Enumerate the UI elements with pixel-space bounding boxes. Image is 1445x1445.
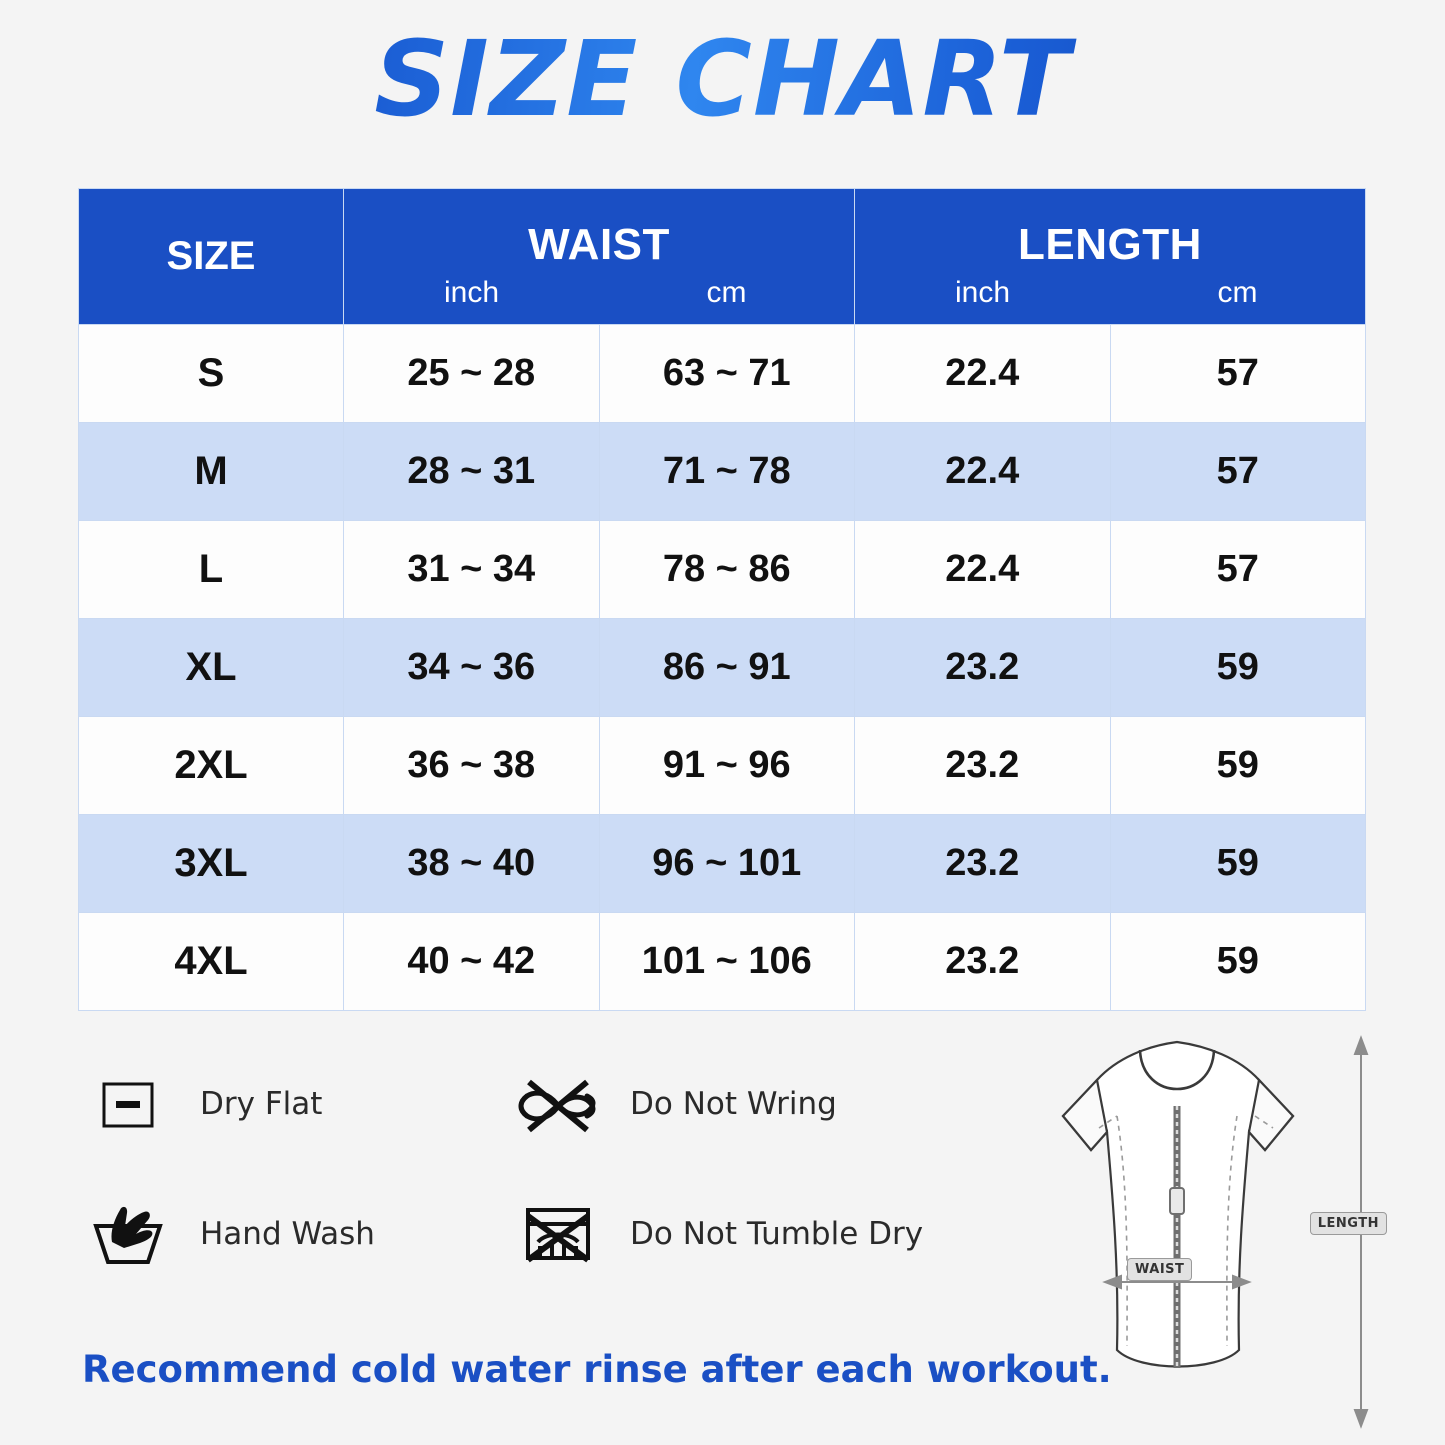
- column-header-length-label: LENGTH: [1018, 219, 1202, 269]
- care-item-hand-wash: [82, 1192, 512, 1276]
- care-label-dry-flat: Dry Flat: [200, 1086, 323, 1122]
- length-measure-tag: LENGTH: [1310, 1212, 1387, 1235]
- cell-length-cm: 57: [1110, 521, 1366, 619]
- care-row-2: [82, 1192, 962, 1276]
- cell-length-cm: 59: [1110, 717, 1366, 815]
- cell-size: 4XL: [79, 913, 344, 1011]
- care-row-1: [82, 1062, 962, 1146]
- cell-size: XL: [79, 619, 344, 717]
- column-header-length-units: [855, 276, 1365, 310]
- table-row: [79, 325, 1366, 423]
- cell-size: 2XL: [79, 717, 344, 815]
- cell-waist-inch: 40 ~ 42: [344, 913, 600, 1011]
- cell-size: S: [79, 325, 344, 423]
- cell-waist-inch: 36 ~ 38: [344, 717, 600, 815]
- do-not-wring-icon: [512, 1062, 604, 1146]
- column-header-length-unit-inch: inch: [954, 275, 1011, 309]
- recommendation-text: Recommend cold water rinse after each workout.: [82, 1348, 1112, 1391]
- dry-flat-icon: [82, 1062, 174, 1146]
- column-header-waist-unit-inch: inch: [443, 275, 500, 309]
- page-title: SIZE CHART: [0, 18, 1445, 140]
- cell-waist-cm: 91 ~ 96: [599, 717, 855, 815]
- cell-waist-cm: 71 ~ 78: [599, 423, 855, 521]
- column-header-waist-label: WAIST: [528, 219, 670, 269]
- cell-size: M: [79, 423, 344, 521]
- table-row: [79, 717, 1366, 815]
- column-header-length: [855, 189, 1366, 325]
- table-header-row: [79, 189, 1366, 325]
- cell-size: L: [79, 521, 344, 619]
- table-row: [79, 619, 1366, 717]
- hand-wash-icon: [82, 1192, 174, 1276]
- care-item-dry-flat: [82, 1062, 512, 1146]
- do-not-tumble-dry-icon: [512, 1192, 604, 1276]
- waist-measure-tag: WAIST: [1127, 1258, 1192, 1281]
- cell-length-inch: 23.2: [855, 717, 1111, 815]
- cell-length-inch: 23.2: [855, 913, 1111, 1011]
- table-body: [79, 325, 1366, 1011]
- cell-waist-cm: 101 ~ 106: [599, 913, 855, 1011]
- cell-waist-cm: 78 ~ 86: [599, 521, 855, 619]
- cell-waist-inch: 34 ~ 36: [344, 619, 600, 717]
- cell-length-inch: 22.4: [855, 325, 1111, 423]
- care-item-do-not-tumble-dry: [512, 1192, 942, 1276]
- cell-length-cm: 57: [1110, 423, 1366, 521]
- table-row: [79, 913, 1366, 1011]
- cell-size: 3XL: [79, 815, 344, 913]
- cell-waist-inch: 31 ~ 34: [344, 521, 600, 619]
- care-item-do-not-wring: [512, 1062, 942, 1146]
- cell-waist-cm: 96 ~ 101: [599, 815, 855, 913]
- cell-length-inch: 22.4: [855, 423, 1111, 521]
- care-label-do-not-tumble-dry: Do Not Tumble Dry: [630, 1216, 924, 1252]
- column-header-waist: [344, 189, 855, 325]
- care-instructions: [82, 1062, 962, 1322]
- cell-waist-cm: 63 ~ 71: [599, 325, 855, 423]
- table-row: [79, 423, 1366, 521]
- cell-waist-inch: 25 ~ 28: [344, 325, 600, 423]
- column-header-length-unit-cm: cm: [1217, 275, 1258, 309]
- cell-length-cm: 59: [1110, 913, 1366, 1011]
- cell-length-inch: 23.2: [855, 815, 1111, 913]
- cell-waist-inch: 38 ~ 40: [344, 815, 600, 913]
- cell-length-cm: 59: [1110, 619, 1366, 717]
- column-header-waist-units: [344, 276, 854, 310]
- table-header: [79, 189, 1366, 325]
- size-chart-table-wrapper: [78, 188, 1366, 1011]
- cell-waist-cm: 86 ~ 91: [599, 619, 855, 717]
- cell-length-inch: 22.4: [855, 521, 1111, 619]
- garment-diagram: [977, 1020, 1407, 1440]
- column-header-size: SIZE: [79, 189, 344, 325]
- column-header-waist-unit-cm: cm: [706, 275, 747, 309]
- size-chart-table: [78, 188, 1366, 1011]
- care-label-hand-wash: Hand Wash: [200, 1216, 375, 1252]
- care-label-do-not-wring: Do Not Wring: [630, 1086, 837, 1122]
- table-row: [79, 521, 1366, 619]
- cell-length-cm: 57: [1110, 325, 1366, 423]
- cell-waist-inch: 28 ~ 31: [344, 423, 600, 521]
- cell-length-cm: 59: [1110, 815, 1366, 913]
- cell-length-inch: 23.2: [855, 619, 1111, 717]
- table-row: [79, 815, 1366, 913]
